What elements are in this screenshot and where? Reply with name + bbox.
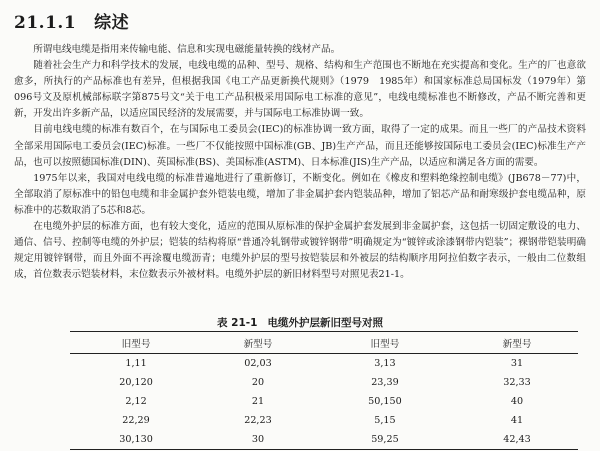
table-cell: 20	[251, 377, 265, 388]
table-cell: 42,43	[456, 430, 578, 450]
column-header: 新型号	[202, 332, 314, 354]
body-text	[14, 42, 586, 283]
table-cell: 2,12	[125, 396, 147, 407]
table-row	[70, 373, 578, 392]
table-header-row	[70, 332, 578, 354]
table-cell: 41	[510, 415, 524, 426]
table-cell: 59,25	[314, 430, 456, 450]
paragraph: 1975年以来，我国对电线电缆的标准普遍地进行了重新修订，不断变化。例如在《橡皮和塑料绝缘控制电缆》(JB678－77)中，全部取消了原标准中的铅包电缆和非金属护套外铠装电缆，增加了非金属护套内铠装品种，增加了铝芯产品和耐寒级护套电缆品种，原标准中的芯数取消了5芯和8芯。	[14, 172, 586, 216]
table-row	[70, 392, 578, 411]
paragraph: 所谓电线电缆是指用来传输电能、信息和实现电磁能量转换的线材产品。	[33, 44, 341, 55]
table-cell: 22,29	[122, 415, 150, 426]
section-title: 综述	[94, 13, 130, 33]
table-cell: 22,23	[244, 415, 272, 426]
table-cell: 02,03	[244, 358, 272, 369]
table-cell: 30	[202, 430, 314, 450]
section-number: 21.1.1	[14, 13, 77, 33]
column-header: 新型号	[456, 332, 578, 354]
cable-sheath-type-table	[70, 331, 578, 450]
table-cell: 31	[510, 358, 524, 369]
section-heading	[14, 8, 129, 33]
table-row	[70, 354, 578, 374]
table-caption-title: 电缆外护层新旧型号对照	[267, 317, 383, 329]
table-cell: 32,33	[503, 377, 531, 388]
paragraph: 随着社会生产力和科学技术的发展，电线电缆的品种、型号、规格、结构和生产范围也不断地在充实提高和变化。生产的厂也意欲愈多，所执行的产品标准也有差异，但根据我国《电工产品更新换代规则》（1979 1985年）和国家标准总局国标发（1979年）第096号文及原机械部标联字第875号文“关于电工产品积极采用国际电工标准的意见”，电线电缆标准也不断修改，产品不断完善和更新，开发出许多新产品，以适应国民经济的发展需要，并与国际电工标准协调一致。	[14, 60, 586, 120]
paragraph: 目前电线电缆的标准有数百个，在与国际电工委员会(IEC)的标准协调一致方面，取得了一定的成果。而且一些厂的产品技术资料全部采用国际电工委员会(IEC)标准。一些厂不仅能按照中国标准(GB、JB)生产产品，而且还能够按国际电工委员会(IEC)标准生产产品，也可以按照德国标准(DIN)、英国标准(BS)、美国标准(ASTM)、日本标准(JIS)生产产品，以适应和满足各方面的需要。	[14, 124, 586, 168]
column-header: 旧型号	[314, 332, 456, 354]
table-cell: 30,130	[70, 430, 202, 450]
table-cell: 1,11	[125, 358, 147, 369]
table-row	[70, 430, 578, 450]
table-cell: 50,150	[368, 396, 402, 407]
table-cell: 5,15	[374, 415, 396, 426]
table-caption-number: 表 21-1	[217, 317, 258, 329]
table-row	[70, 411, 578, 430]
table-cell: 20,120	[119, 377, 153, 388]
paragraph: 在电缆外护层的标准方面，也有较大变化，适应的范围从原标准的保护金属护套发展到非金属护套，这包括一切固定敷设的电力、通信、信号、控制等电缆的外护层；铠装的结构将原“普通冷轧钢带或镀锌钢带”明确规定为“镀锌或涂漆钢带内铠装”；裸钢带铠装明确规定用镀锌钢带，而且外面不再涂覆电缆沥青；电缆外护层的型号按铠装层和外被层的结构顺序用阿拉伯数字表示，一般由二位数组成，首位数表示铠装材料，末位数表示外被材料。电缆外护层的新旧材料型号对照见表21-1。	[14, 221, 586, 281]
table-cell: 3,13	[374, 358, 396, 369]
table-cell: 40	[510, 396, 524, 407]
table-caption	[0, 315, 600, 330]
table-cell: 21	[251, 396, 265, 407]
table-cell: 23,39	[371, 377, 399, 388]
column-header: 旧型号	[70, 332, 202, 354]
